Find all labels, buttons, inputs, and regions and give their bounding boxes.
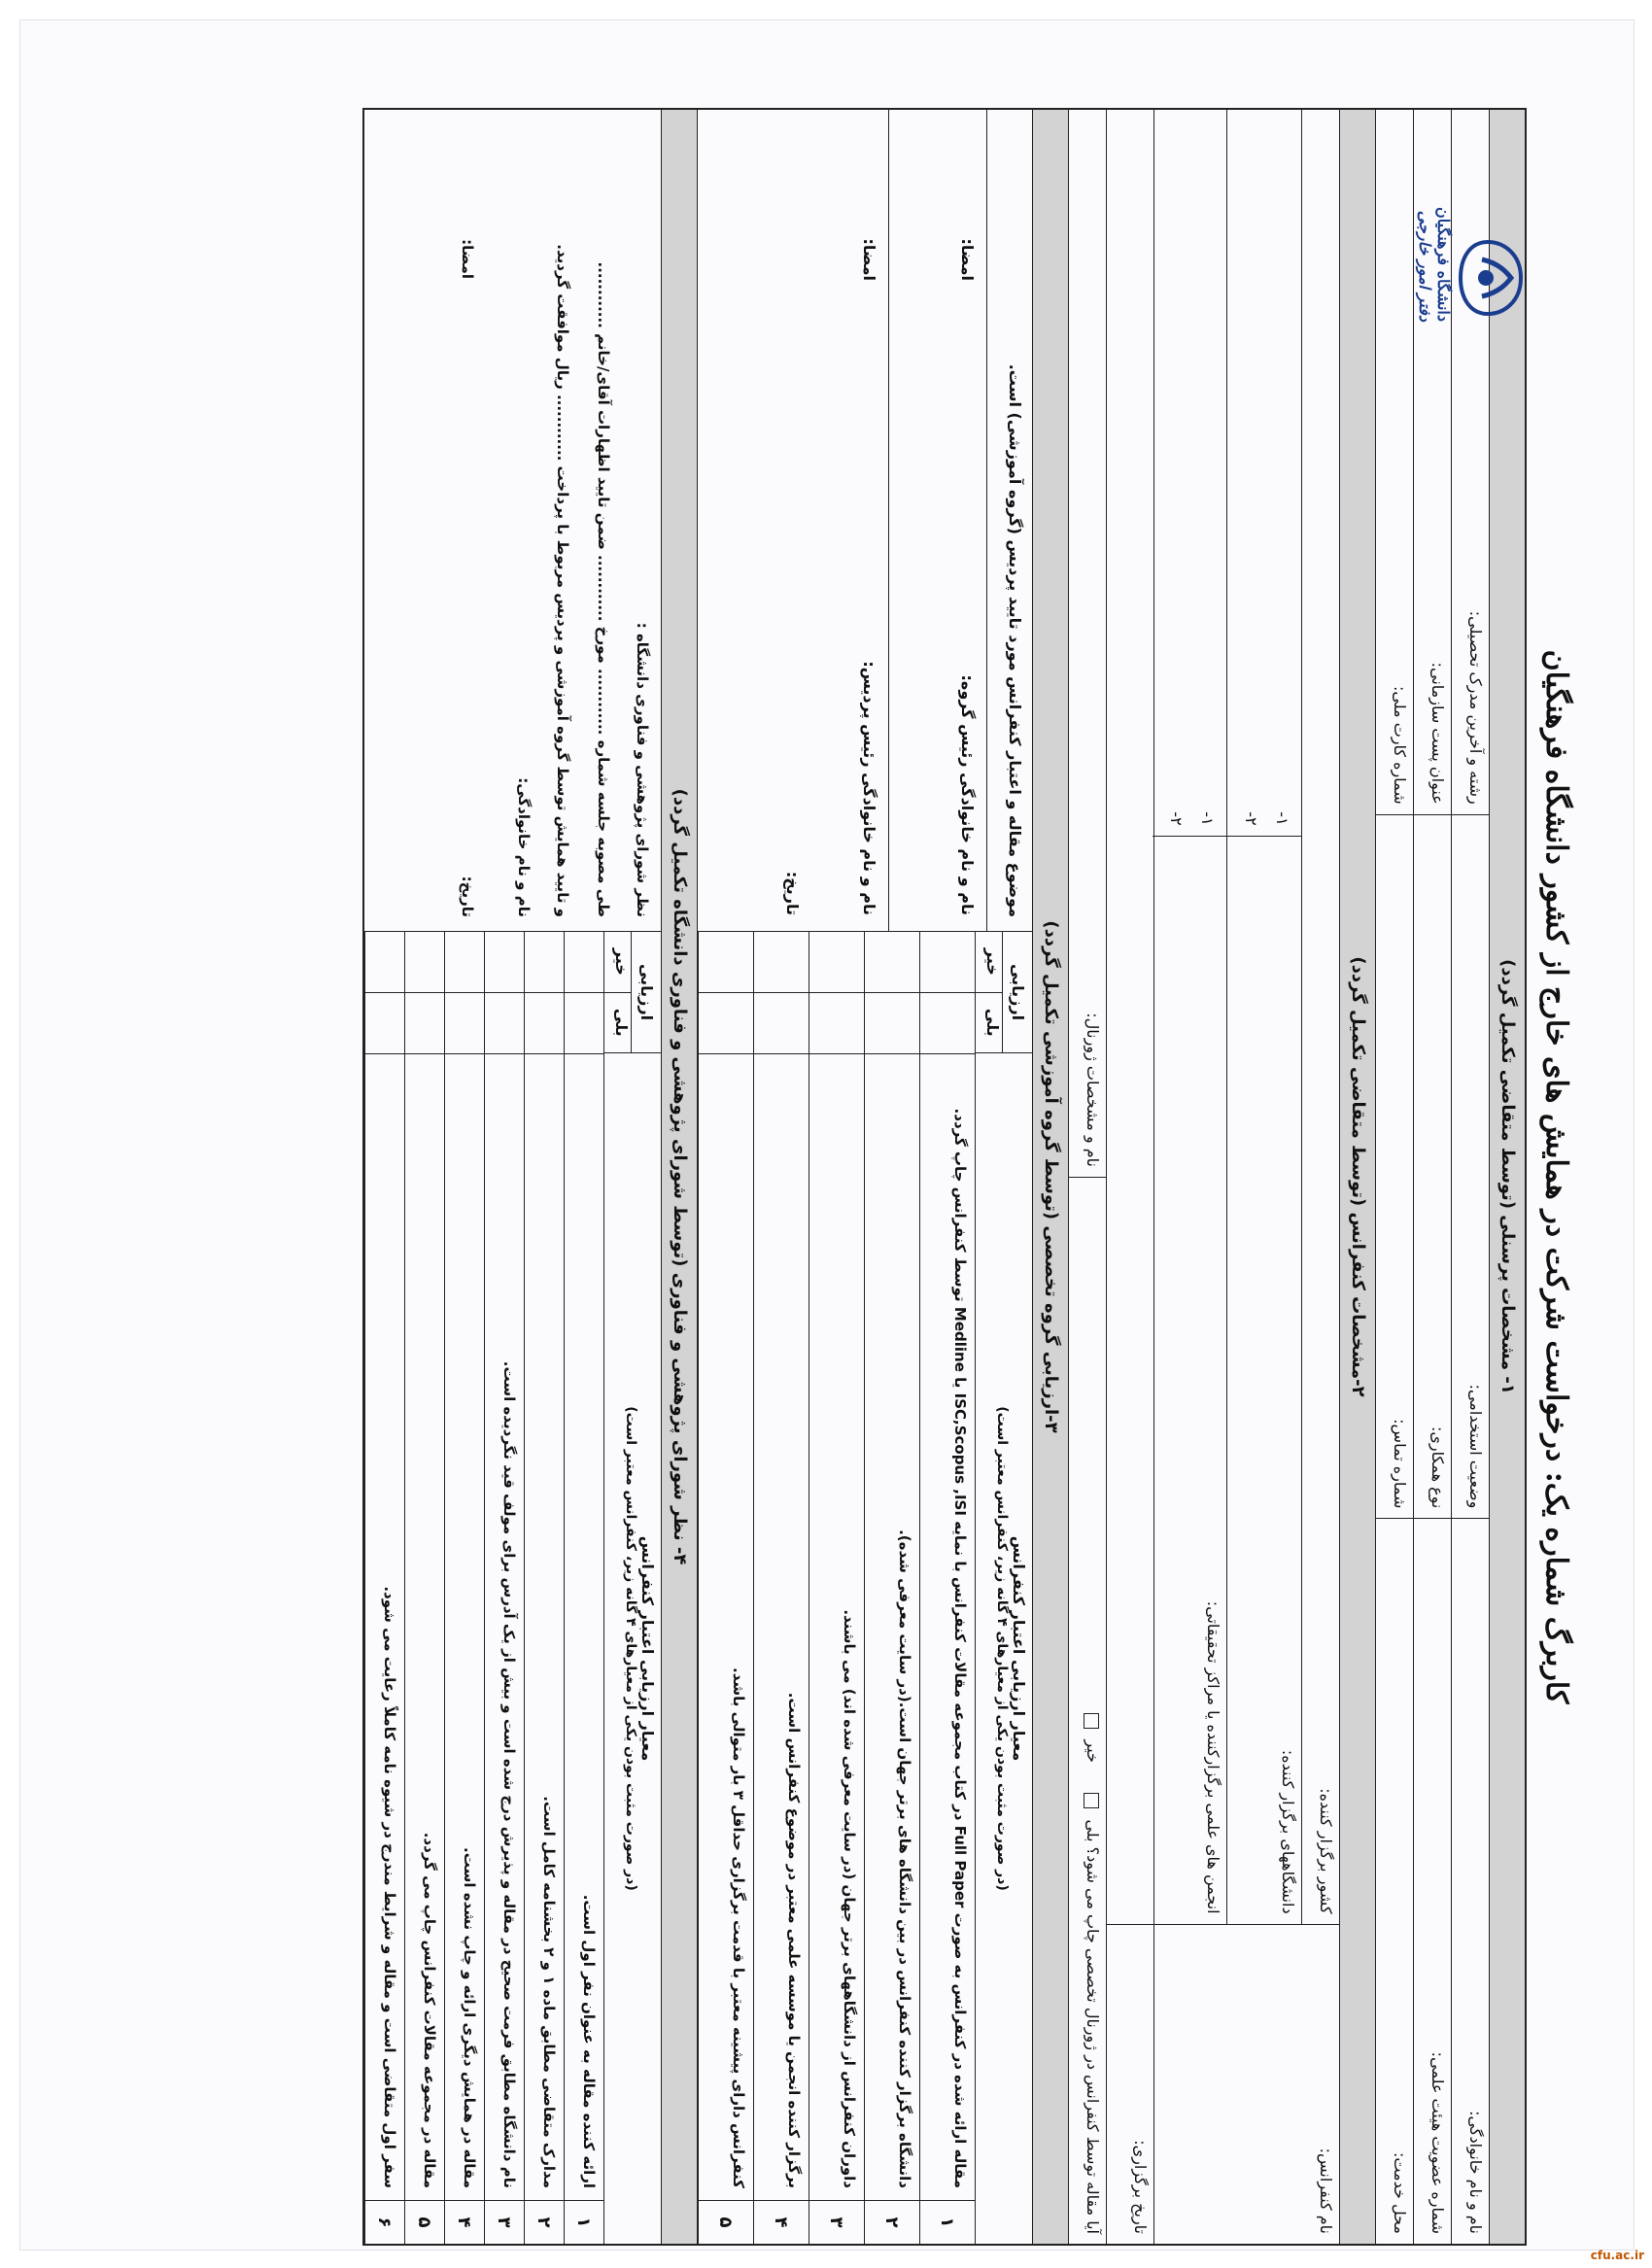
campus-head-date: تاریخ: — [783, 871, 802, 915]
criteria-row — [444, 932, 484, 2244]
section4-title: ۴- نظر شورای پژوهشی و فناوری (توسط شورای پژوهشی و فناوری دانشگاه تکمیل گردد) — [661, 110, 697, 2244]
section3-approval — [698, 110, 1032, 931]
field-cooperation-type: نوع همکاری: — [1414, 814, 1451, 1519]
section1-row — [1375, 110, 1413, 2244]
criteria-row — [364, 932, 404, 2244]
section1-title: ۱- مشخصات پرسنلی (توسط متقاضی تکمیل گردد) — [1489, 110, 1525, 2244]
criteria-row — [404, 932, 444, 2244]
no-cell[interactable] — [405, 932, 444, 992]
criteria-number: ۲ — [525, 2200, 564, 2244]
no-cell[interactable] — [809, 932, 864, 992]
host-universities-list — [1227, 110, 1301, 836]
host-societies-list — [1153, 110, 1226, 836]
form-grid — [362, 108, 1527, 2246]
yes-cell[interactable] — [525, 992, 564, 1053]
field-conference-date: تاریخ برگزاری: — [1107, 1924, 1153, 2244]
yes-cell[interactable] — [365, 992, 404, 1053]
council-date: تاریخ: — [459, 876, 476, 917]
farhangian-university-logo-icon — [1457, 234, 1525, 322]
criteria-row — [809, 932, 864, 2244]
logo-line-2: دفتر امور خارجی — [1416, 210, 1434, 322]
section4-eval-head — [604, 932, 661, 1052]
section1-row — [1451, 110, 1489, 2244]
group-head-signature: امضا: — [958, 238, 977, 281]
section3-criteria-title-cell — [976, 1052, 1032, 2244]
yes-cell[interactable] — [920, 992, 975, 1053]
yes-label: بلی — [604, 992, 631, 1053]
list-item: ۲- — [1167, 811, 1186, 826]
scanned-page — [19, 19, 1635, 2251]
no-label: خیر — [1084, 1739, 1102, 1763]
field-full-name: نام و نام خانوادگی: — [1452, 1518, 1489, 2244]
criteria-row — [753, 932, 809, 2244]
no-cell[interactable] — [565, 932, 603, 992]
criteria-text: داوران کنفرانس از دانشگاههای برتر جهان (در سایت معرفی شده اند) می باشند. — [809, 1053, 864, 2200]
no-cell[interactable] — [365, 932, 404, 992]
campus-head-name: نام و نام خانوادگی رئیس پردیس: — [860, 661, 878, 915]
eval-label: ارزیابی — [1002, 932, 1032, 1052]
section3-campus-head — [698, 110, 888, 931]
yes-cell[interactable] — [565, 992, 603, 1053]
section2-empty — [1107, 110, 1153, 1924]
field-position-title: عنوان پست سازمانی: — [1428, 662, 1447, 805]
rotated-form — [186, 108, 1585, 2246]
university-logo — [1408, 147, 1525, 322]
journal-question-text: آیا مقاله توسط کنفرانس در ژورنال تخصصی چاپ می شود؟ بلی — [1084, 1819, 1102, 2234]
criteria-text: برگزار کننده انجمن یا موسسه علمی معتبر در موضوع کنفرانس است. — [754, 1053, 809, 2200]
section3-criteria-title: معیار ارزیابی اعتبار کنفرانس — [1010, 1535, 1028, 1762]
field-conference-name: نام کنفرانس: — [1154, 1924, 1339, 2244]
criteria-number: ۵ — [699, 2200, 753, 2244]
criteria-text: دانشگاه برگزار کننده کنفرانس در بین دانشگاه های برتر جهان است.(در سایت معرفی شده). — [865, 1053, 919, 2200]
section3-approval-text: موضوع مقاله و اعتبار کنفرانس مورد تایید پردیس (گروه آموزشی) است. — [986, 110, 1032, 931]
criteria-text: ارائه کننده مقاله به عنوان نفر اول است. — [565, 1053, 603, 2200]
section4-criteria — [364, 931, 661, 2244]
no-cell[interactable] — [920, 932, 975, 992]
no-cell[interactable] — [754, 932, 809, 992]
section2-main — [1153, 110, 1339, 2244]
criteria-text: کنفرانس دارای پیشینه معتبر با قدمت برگزاری حداقل ۳ بار متوالی باشد. — [699, 1053, 753, 2200]
approval-line-2: و تایید همایش توسط گروه آموزشی و پردیس مربوط با پرداخت ............ ریال موافقت گردید. — [554, 244, 571, 917]
section4-criteria-title: معیار ارزیابی اعتبار کنفرانس — [638, 1535, 657, 1762]
council-signature: امضا: — [459, 239, 476, 279]
no-cell[interactable] — [525, 932, 564, 992]
section4-council — [364, 110, 661, 931]
site-watermark: cfu.ac.ir — [1590, 2249, 1644, 2262]
list-item: ۱- — [1198, 811, 1217, 826]
criteria-number: ۵ — [405, 2200, 444, 2244]
criteria-number: ۲ — [865, 2200, 919, 2244]
yes-cell[interactable] — [485, 992, 524, 1053]
council-opinion: نظر شورای پژوهشی و فناوری دانشگاه : — [634, 622, 651, 917]
criteria-number: ۱ — [565, 2200, 603, 2244]
criteria-number: ۱ — [920, 2200, 975, 2244]
yes-cell[interactable] — [754, 992, 809, 1053]
yes-cell[interactable] — [699, 992, 753, 1053]
list-item: ۱- — [1273, 811, 1291, 826]
yes-cell[interactable] — [809, 992, 864, 1053]
field-employment-status: وضعیت استخدامی: — [1452, 814, 1489, 1519]
no-cell[interactable] — [699, 932, 753, 992]
section2-date-row — [1106, 110, 1153, 2244]
section3-criteria — [698, 931, 1032, 2244]
field-host-societies: انجمن های علمی برگزارکننده یا مراکز تحقیقاتی: — [1153, 836, 1226, 1924]
yes-cell[interactable] — [405, 992, 444, 1053]
journal-question — [1069, 1177, 1106, 2244]
section3-eval-head — [976, 932, 1032, 1052]
campus-head-signature: امضا: — [860, 238, 878, 281]
criteria-number: ۶ — [365, 2200, 404, 2244]
section4-criteria-note: (در صورت مثبت بودن یکی از معیارهای ۴ گانه زیر، کنفرانس معتبر است) — [623, 1406, 638, 1891]
no-checkbox[interactable] — [1084, 1713, 1100, 1729]
field-host-country: کشور برگزار کننده: — [1317, 1788, 1335, 1914]
criteria-row — [864, 932, 919, 2244]
yes-checkbox[interactable] — [1084, 1793, 1100, 1808]
yes-cell[interactable] — [445, 992, 484, 1053]
list-item: ۲- — [1242, 811, 1260, 826]
form-title: کاربرگ شماره یک: درخواست شرکت در همایش های خارج از کشور دانشگاه فرهنگیان — [1539, 649, 1573, 1704]
no-cell[interactable] — [865, 932, 919, 992]
criteria-row — [919, 932, 975, 2244]
section1-row — [1413, 110, 1451, 2244]
section3-body — [697, 110, 1032, 2244]
criteria-row — [524, 932, 564, 2244]
criteria-number: ۳ — [485, 2200, 524, 2244]
section2-journal-row — [1068, 110, 1106, 2244]
field-national-id: شماره کارت ملی: — [1391, 686, 1409, 805]
section2-hosts — [1154, 110, 1339, 1924]
approval-line-1: طی مصوبه جلسه شماره ............ مورخ ............ ضمن تایید اظهارات آقای/خانم ............ — [595, 261, 612, 917]
section3-title: ۳-ارزیابی گروه تخصصی (توسط گروه آموزشی تکمیل گردد) — [1032, 110, 1068, 2244]
section2-title: ۲-مشخصات کنفرانس (توسط متقاضی تکمیل گردد) — [1339, 110, 1375, 2244]
section3-group-head — [888, 110, 986, 931]
no-cell[interactable] — [485, 932, 524, 992]
yes-label: بلی — [976, 992, 1002, 1053]
section4-criteria-title-cell — [604, 1052, 661, 2244]
criteria-row — [484, 932, 524, 2244]
logo-line-1: دانشگاه فرهنگیان — [1434, 207, 1453, 322]
criteria-text: مقاله ارائه شده در کنفرانس به صورت Full Paper در کتاب مجموعه مقالات کنفرانس با نمایه ISC,Scopus ,ISI یا Medline توسط کنفرانس چاپ گردد. — [920, 1053, 975, 2200]
criteria-text: نام دانشگاه مطابق فرمت صحیح در مقاله و پذیرش درج شده است و بیش از یک آدرس برای مولف قید نگردیده است. — [485, 1053, 524, 2200]
criteria-number: ۴ — [445, 2200, 484, 2244]
section3-criteria-head — [975, 932, 1032, 2244]
field-degree: رشته و آخرین مدرک تحصیلی: — [1466, 610, 1485, 805]
criteria-number: ۳ — [809, 2200, 864, 2244]
field-journal-spec: نام و مشخصات ژورنال: — [1084, 1013, 1102, 1167]
criteria-text: مقاله در همایش دیگری ارائه و چاپ نشده است. — [445, 1053, 484, 2200]
criteria-row — [564, 932, 603, 2244]
criteria-text: مدارک متقاضی مطابق ماده ۱ و ۲ بخشنامه کامل است. — [525, 1053, 564, 2200]
criteria-row — [698, 932, 753, 2244]
no-label: خیر — [983, 947, 1002, 976]
no-label: خیر — [612, 947, 631, 976]
section4-criteria-head — [603, 932, 661, 2244]
field-faculty-id: شماره عضویت هیئت علمی: — [1414, 1518, 1451, 2244]
section3-criteria-note: (در صورت مثبت بودن یکی از معیارهای ۴ گانه زیر، کنفرانس معتبر است) — [994, 1406, 1010, 1891]
council-signer-name: نام و نام خانوادگی: — [515, 777, 533, 917]
eval-label: ارزیابی — [631, 932, 661, 1052]
criteria-text: مقاله در مجموعه مقالات کنفرانس چاپ می گردد. — [405, 1053, 444, 2200]
field-workplace: محل خدمت: — [1376, 1518, 1413, 2244]
field-phone: شماره تماس: — [1376, 814, 1413, 1519]
yes-cell[interactable] — [865, 992, 919, 1053]
no-cell[interactable] — [445, 932, 484, 992]
group-head-name: نام و نام خانوادگی رئیس گروه: — [958, 674, 977, 915]
criteria-number: ۴ — [754, 2200, 809, 2244]
section4-body — [364, 110, 661, 2244]
field-host-universities: دانشگاههای برگزار کننده: — [1227, 836, 1301, 1924]
criteria-text: سفر اول متقاضی است و مقاله و شرایط مندرج در شیوه نامه کاملاً رعایت می شود. — [365, 1053, 404, 2200]
